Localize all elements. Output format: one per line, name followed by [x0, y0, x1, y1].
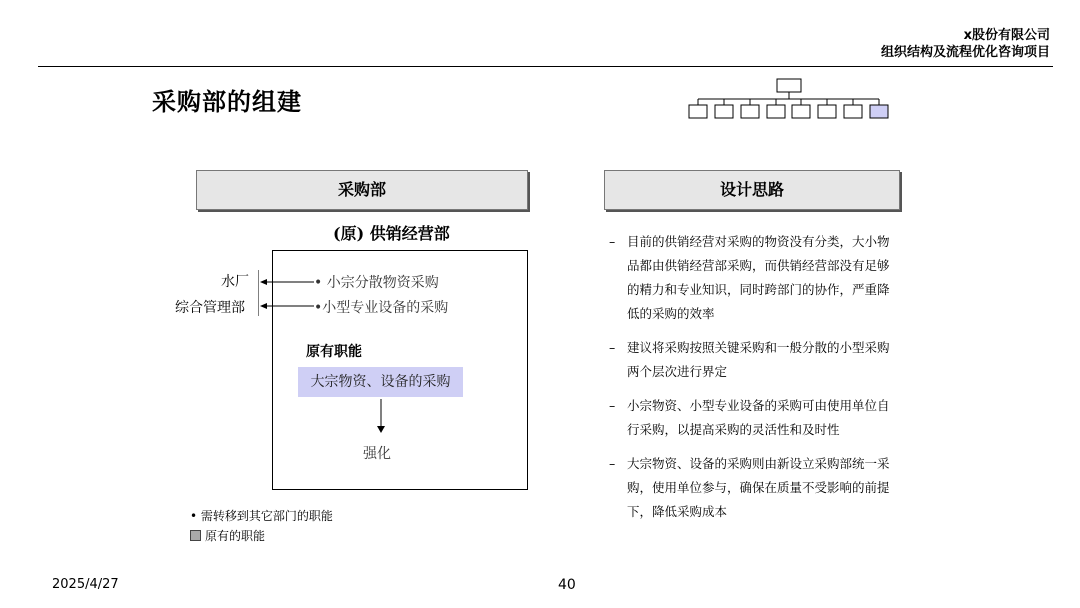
- external-unit-admin-dept: 综合管理部: [175, 300, 245, 316]
- bullet-text: 目前的供销经营对采购的物资没有分类，大小物品都由供销经营部采购，而供销经营部没有足够的精力和专业知识，同时跨部门的协作，严重降低的采购的效率: [627, 234, 890, 321]
- page-title: 采购部的组建: [152, 88, 302, 116]
- header-divider: [38, 66, 1053, 67]
- legend-transfer: • 需转移到其它部门的职能: [190, 509, 333, 523]
- design-thinking-header: 设计思路: [604, 170, 900, 210]
- original-dept-subtitle: (原) 供销经营部: [333, 224, 450, 243]
- bullet-item: – 大宗物资、设备的采购则由新设立采购部统一采购，使用单位参与，确保在质量不受影响的前提下，降低采购成本: [609, 456, 890, 519]
- bullet-item: – 目前的供销经营对采购的物资没有分类，大小物品都由供销经营部采购，而供销经营部没有足够的精力和专业知识，同时跨部门的协作，严重降低的采购的效率: [609, 234, 890, 321]
- strengthen-label: 强化: [363, 446, 391, 462]
- legend-original: [190, 527, 265, 544]
- legend-original-label: 原有的职能: [205, 529, 266, 543]
- design-bullets: [609, 230, 899, 534]
- transfer-item-small-materials: • 小宗分散物资采购: [314, 275, 439, 291]
- bullet-text: 小宗物资、小型专业设备的采购可由使用单位自行采购，以提高采购的灵活性和及时性: [627, 398, 890, 437]
- bullet-item: – 小宗物资、小型专业设备的采购可由使用单位自行采购，以提高采购的灵活性和及时性: [609, 398, 890, 437]
- transfer-item-small-equipment: •小型专业设备的采购: [314, 300, 449, 316]
- company-header: [881, 27, 1050, 61]
- bullet-item: – 建议将采购按照关键采购和一般分散的小型采购两个层次进行界定: [609, 340, 890, 379]
- footer-date: 2025/4/27: [52, 577, 119, 592]
- external-unit-water-plant: 水厂: [221, 274, 249, 290]
- original-functions-heading: 原有职能: [306, 344, 362, 360]
- down-arrow: [376, 399, 386, 435]
- legend-swatch: [190, 530, 201, 541]
- purchasing-dept-header: 采购部: [196, 170, 528, 210]
- project-name: 组织结构及流程优化咨询项目: [880, 45, 1050, 60]
- transfer-arrows: [258, 270, 318, 320]
- bullet-text: 建议将采购按照关键采购和一般分散的小型采购两个层次进行界定: [627, 340, 890, 379]
- company-name: x股份有限公司: [963, 28, 1050, 43]
- original-function-bulk-purchasing: 大宗物资、设备的采购: [298, 367, 463, 397]
- page-number: 40: [558, 577, 576, 593]
- bullet-text: 大宗物资、设备的采购则由新设立采购部统一采购，使用单位参与，确保在质量不受影响的前提下，降低采购成本: [627, 456, 890, 519]
- org-chart-icon: [688, 78, 890, 122]
